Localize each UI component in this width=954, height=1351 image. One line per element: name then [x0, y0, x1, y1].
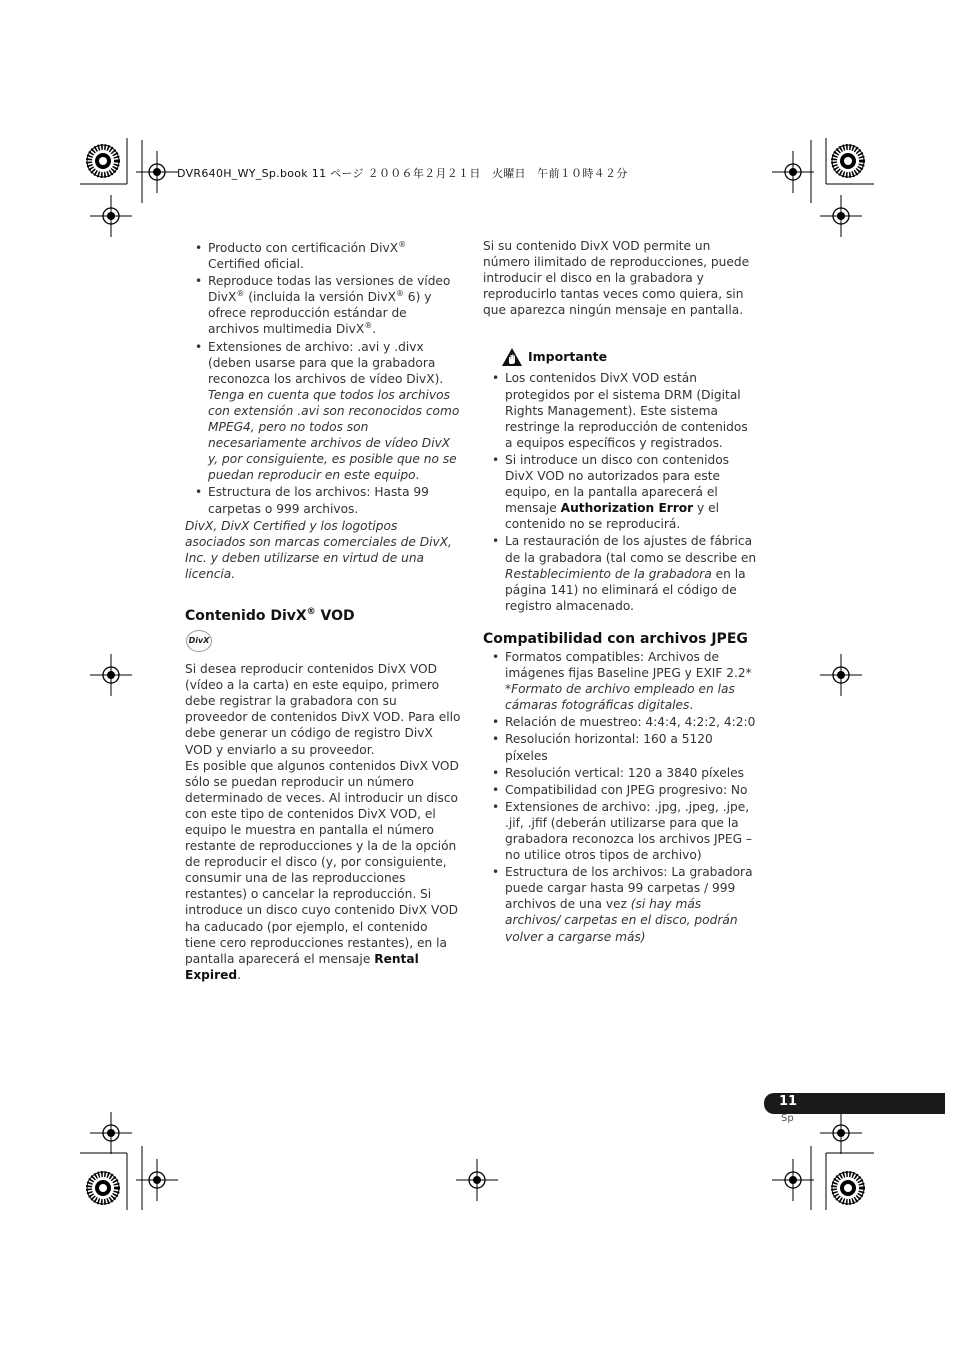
- important-heading: Importante: [501, 347, 758, 367]
- page-language: Sp: [781, 1113, 794, 1124]
- jpeg-specs-list: [483, 649, 758, 945]
- paragraph: Si desea reproducir contenidos DivX VOD (vídeo a la carta) en este equipo, primero debe registrar la grabadora con su proveedor de contenidos DivX VOD. Para ello debe generar un código de registro DivX VOD y enviarlo a su proveedor.: [185, 662, 461, 757]
- registration-crosshair-icon: [820, 1112, 862, 1154]
- registration-crosshair-icon: [90, 654, 132, 696]
- divx-features-list: [185, 240, 461, 517]
- registration-crosshair-icon: [820, 195, 862, 237]
- list-item: • Compatibilidad con JPEG progresivo: No: [483, 782, 758, 798]
- paragraph: Es posible que algunos contenidos DivX VOD sólo se puedan reproducir un número determinado de veces. Al introducir un disco con este tipo de contenidos DivX VOD, el equipo le muestra en pantalla el número restante de reproducciones y la de la opción de reproducir el disco (y, por consiguiente, consumir una de las reproducciones restantes) o cancelar la reproducción. Si introduce un disco cuyo contenido DivX VOD ha caducado (por ejemplo, el contenido tiene cero reproducciones restantes), en la pantalla aparecerá el mensaje Rental Expired.: [185, 758, 459, 982]
- registration-wheel-icon: [832, 145, 864, 177]
- registration-crosshair-icon: [772, 151, 814, 193]
- list-item: • Producto con certificación DivX® Certified oficial.: [185, 240, 461, 272]
- list-item: • Si introduce un disco con contenidos DivX VOD no autorizados para este equipo, en la pantalla aparecerá el mensaje Authorization Error y el contenido no se reproducirá.: [483, 452, 758, 532]
- list-item: • Resolución horizontal: 160 a 5120 píxeles: [483, 731, 758, 763]
- left-column: [185, 240, 461, 983]
- list-item: • Formatos compatibles: Archivos de imágenes fijas Baseline JPEG y EXIF 2.2* *Formato de archivo empleado en las cámaras fotográficas digitales.: [483, 649, 758, 713]
- section-heading-jpeg: Compatibilidad con archivos JPEG: [483, 630, 748, 647]
- registration-crosshair-icon: [820, 654, 862, 696]
- right-column: [483, 238, 758, 946]
- registration-wheel-icon: [87, 145, 119, 177]
- print-job-header: DVR640H_WY_Sp.book 11 ページ ２００６年２月２１日 火曜日 午前１０時４２分: [177, 167, 628, 180]
- list-item: • Relación de muestreo: 4:4:4, 4:2:2, 4:2:0: [483, 714, 758, 730]
- list-item: • Los contenidos DivX VOD están protegidos por el sistema DRM (Digital Rights Management). Este sistema restringe la reproducción de contenidos a equipos específicos y registrados.: [483, 370, 758, 450]
- registration-crosshair-icon: [772, 1159, 814, 1201]
- list-item: • La restauración de los ajustes de fábrica de la grabadora (tal como se describe en Restablecimiento de la grabadora en la página 141) no eliminará el código de registro almacenado.: [483, 533, 758, 613]
- divx-logo-icon: DivX: [186, 630, 212, 652]
- important-list: [483, 370, 758, 613]
- registration-wheel-icon: [832, 1172, 864, 1204]
- section-heading-divx-vod: Contenido DivX® VOD: [185, 606, 355, 624]
- registration-wheel-icon: [87, 1172, 119, 1204]
- registration-crosshair-icon: [90, 195, 132, 237]
- list-item: • Reproduce todas las versiones de vídeo DivX® (incluida la versión DivX® 6) y ofrece reproducción estándar de archivos multimedia DivX®.: [185, 273, 461, 337]
- page-number: 11: [779, 1094, 798, 1109]
- registration-crosshair-icon: [90, 1112, 132, 1154]
- list-item: • Extensiones de archivo: .avi y .divx (deben usarse para que la grabadora reconozca los archivos de vídeo DivX). Tenga en cuenta que todos los archivos con extensión .avi son reconocidos como MPEG4, pero no todos son necesariamente archivos de vídeo DivX y, por consiguiente, es posible que no se puedan reproducir en este equipo.: [185, 339, 461, 484]
- warning-hand-icon: [501, 347, 523, 367]
- list-item: • Extensiones de archivo: .jpg, .jpeg, .jpe, .jif, .jfif (deberán utilizarse para que la grabadora reconozca los archivos JPEG – no utilice otros tipos de archivo): [483, 799, 758, 863]
- list-item: • Resolución vertical: 120 a 3840 píxeles: [483, 765, 758, 781]
- paragraph: Si su contenido DivX VOD permite un número ilimitado de reproducciones, puede introducir el disco en la grabadora y reproducirlo tantas veces como quiera, sin que aparezca ningún mensaje en pantalla.: [483, 239, 750, 318]
- list-item: • Estructura de los archivos: La grabadora puede cargar hasta 99 carpetas / 999 archivos de una vez (si hay más archivos/ carpetas en el disco, podrán volver a cargarse más): [483, 864, 758, 944]
- registration-crosshair-icon: [456, 1159, 498, 1201]
- trademark-note: DivX, DivX Certified y los logotipos asociados son marcas comerciales de DivX, Inc. y deben utilizarse en virtud de una licencia.: [185, 518, 452, 581]
- list-item: • Estructura de los archivos: Hasta 99 carpetas o 999 archivos.: [185, 484, 461, 516]
